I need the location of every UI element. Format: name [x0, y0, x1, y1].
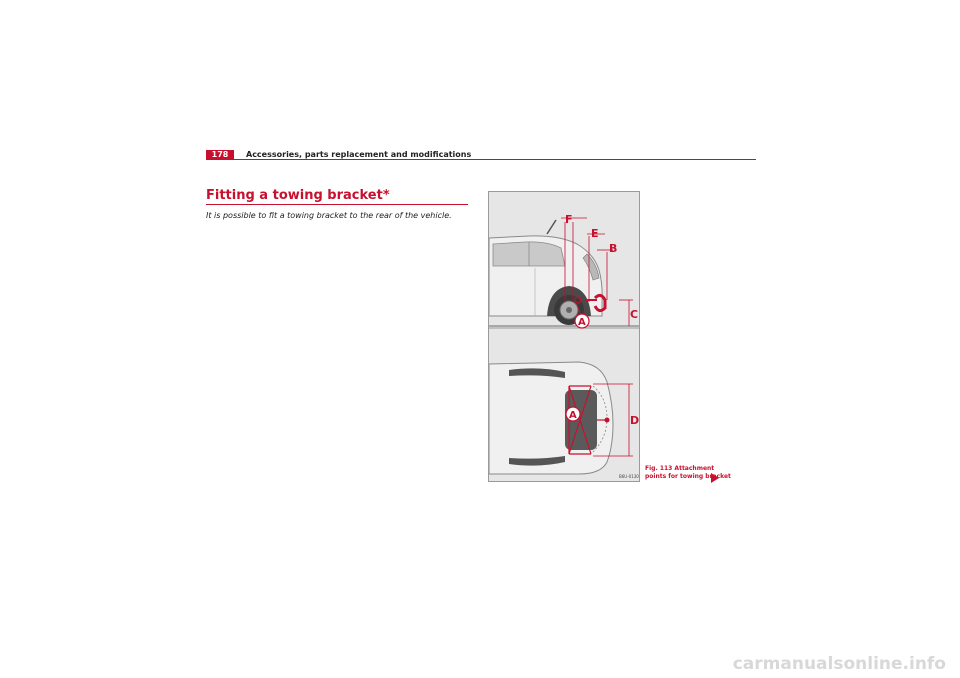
towing-bracket-figure	[488, 191, 640, 482]
figure-code: B6U-0130	[619, 474, 639, 479]
continue-arrow-icon	[711, 473, 719, 483]
caption-line-1: Fig. 113 Attachment	[645, 465, 715, 472]
label-f: F	[565, 213, 573, 226]
label-c: C	[630, 308, 639, 321]
footer-watermark: carmanualsonline.info	[732, 654, 946, 674]
label-a-top: A	[569, 410, 577, 421]
label-b: B	[609, 242, 618, 255]
page-number: 178	[206, 150, 234, 160]
car-side-view	[489, 220, 639, 326]
car-top-view	[489, 362, 613, 474]
running-header: Accessories, parts replacement and modifications	[246, 150, 472, 159]
caption-line-2: points for towing bracket	[645, 473, 731, 480]
title-rule	[206, 204, 468, 205]
label-e: E	[591, 227, 599, 240]
intro-text: It is possible to fit a towing bracket to the rear of the vehicle.	[206, 211, 452, 220]
header-rule	[206, 159, 756, 160]
section-title: Fitting a towing bracket*	[206, 188, 390, 203]
label-d: D	[630, 414, 639, 427]
label-a-side: A	[578, 317, 586, 328]
